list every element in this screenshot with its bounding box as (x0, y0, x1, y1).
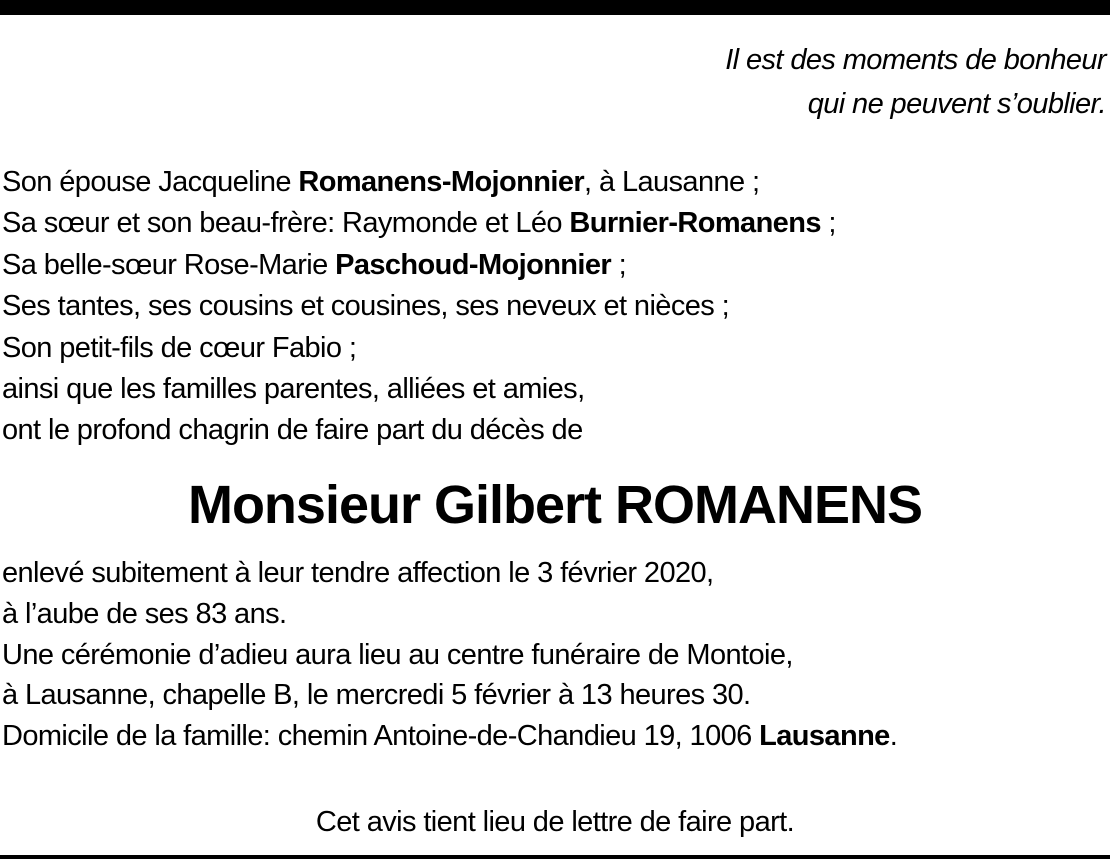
deceased-name-heading: Monsieur Gilbert ROMANENS (187, 475, 923, 535)
family-line-text: Ses tantes, ses cousins et cousines, ses neveux et nièces ; (2, 290, 730, 323)
footer-note: Cet avis tient lieu de lettre de faire part. (315, 806, 795, 838)
details-line: enlevé subitement à leur tendre affection le 3 février 2020, (2, 557, 714, 589)
quote-line-2: qui ne peuvent s’oublier. (807, 88, 1106, 120)
family-surname: Burnier-Romanens (569, 207, 821, 240)
family-line-suffix: ; (611, 248, 627, 281)
family-line-text: Son petit-fils de cœur Fabio ; (2, 331, 357, 364)
family-line (2, 328, 836, 369)
family-surname: Romanens-Mojonnier (298, 166, 585, 198)
domicile-city: Lausanne (759, 720, 890, 753)
family-line-suffix: , à Lausanne ; (584, 166, 760, 198)
family-line (2, 245, 836, 286)
family-line-text: ont le profond chagrin de faire part du décès de (2, 414, 583, 447)
family-line-suffix: ; (820, 207, 836, 240)
family-line-text: ainsi que les familles parentes, alliées et amies, (2, 373, 585, 406)
quote-line-1: Il est des moments de bonheur (725, 44, 1106, 76)
top-border-rule (0, 0, 1110, 15)
epigraph-quote (725, 38, 1106, 126)
details-line: à l’aube de ses 83 ans. (2, 597, 287, 630)
domicile-line (2, 716, 897, 757)
ceremony-details (2, 553, 897, 757)
details-line: Une cérémonie d’adieu aura lieu au centre funéraire de Montoie, (2, 638, 793, 671)
family-line (2, 369, 836, 410)
bottom-border-rule (0, 855, 1110, 859)
details-line: à Lausanne, chapelle B, le mercredi 5 février à 13 heures 30. (2, 679, 751, 712)
family-line-text: Son épouse Jacqueline (2, 166, 299, 198)
family-line-text: Sa sœur et son beau-frère: Raymonde et Léo (2, 207, 570, 240)
family-announcement (2, 162, 836, 452)
family-line (2, 203, 836, 244)
family-line-text: Sa belle-sœur Rose-Marie (2, 248, 336, 281)
domicile-text: Domicile de la famille: chemin Antoine-de-Chandieu 19, 1006 (2, 720, 760, 753)
domicile-suffix: . (889, 720, 898, 753)
family-surname: Paschoud-Mojonnier (335, 248, 612, 281)
family-line (2, 410, 836, 451)
family-line (2, 162, 836, 203)
family-line (2, 286, 836, 327)
